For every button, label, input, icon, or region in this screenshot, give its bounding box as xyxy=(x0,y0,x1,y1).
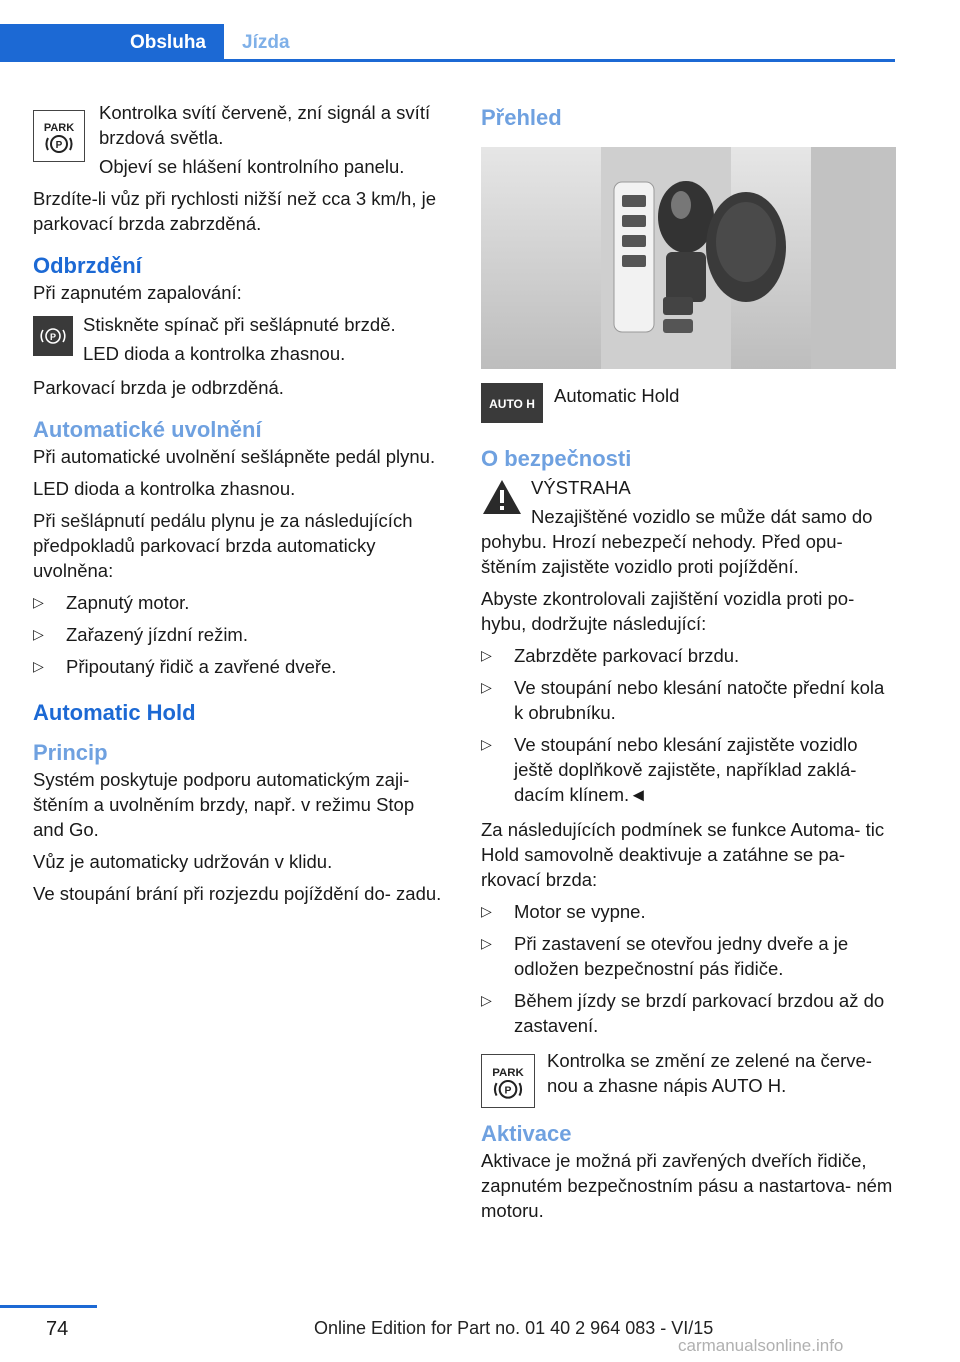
list-item: ▷ Motor se vypne. xyxy=(481,899,896,924)
park-indicator-block xyxy=(33,100,448,179)
auto-release-p3: Při sešlápnutí pedálu plynu je za následujících předpokladů parkovací brzda automaticky uvolněna: xyxy=(33,510,413,581)
auto-h-block xyxy=(481,383,896,429)
heading-princip: Princip xyxy=(33,740,108,765)
left-column xyxy=(33,100,448,913)
odbrzdeni-line-2: LED dioda a kontrolka zhasnou. xyxy=(83,343,346,364)
odbrzdeni-line-1: Stiskněte spínač při sešlápnuté brzdě. xyxy=(83,314,396,335)
auto-release-p1: Při automatické uvolnění sešlápněte pedál plynu. xyxy=(33,446,436,467)
warning-label: VÝSTRAHA xyxy=(531,477,631,498)
check-intro: Abyste zkontrolovali zajištění vozidla proti po- hybu, dodržujte následující: xyxy=(481,588,855,634)
list-item: ▷ Zapnutý motor. xyxy=(33,590,448,615)
check-list xyxy=(481,643,896,807)
footer-accent-line xyxy=(0,1305,97,1308)
list-item: ▷ Zařazený jízdní režim. xyxy=(33,622,448,647)
deactivate-list xyxy=(481,899,896,1038)
svg-text:P: P xyxy=(55,140,63,151)
parking-brake-switch-block xyxy=(33,312,448,368)
heading-aktivace: Aktivace xyxy=(481,1121,572,1146)
list-item: ▷ Během jízdy se brzdí parkovací brzdou až do zastavení. xyxy=(481,988,896,1038)
page-number: 74 xyxy=(46,1318,69,1340)
princip-p2: Vůz je automaticky udržován v klidu. xyxy=(33,851,333,872)
right-column xyxy=(481,104,896,1230)
list-item: ▷ Ve stoupání nebo klesání natočte přední kola k obrubníku. xyxy=(481,675,896,725)
list-item: ▷ Připoutaný řidič a zavřené dveře. xyxy=(33,654,448,679)
heading-automaticke-uvolneni: Automatické uvolnění xyxy=(33,417,262,442)
park-line-1: Kontrolka svítí červeně, zní signál a svítí brzdová světla. xyxy=(99,102,431,148)
tab-obsluha[interactable]: Obsluha xyxy=(0,24,224,62)
chapter-tabs xyxy=(0,24,895,62)
parking-brake-switch-icon xyxy=(33,316,73,356)
brake-note: Brzdíte-li vůz při rychlosti nižší než cca 3 km/h, je parkovací brzda zabrzděná. xyxy=(33,188,437,234)
princip-p1: Systém poskytuje podporu automatickým zaji- štěním a uvolněním brzdy, např. v režimu Stop and Go. xyxy=(33,769,415,840)
heading-odbrzdeni: Odbrzdění xyxy=(33,253,142,278)
auto-release-p2: LED dioda a kontrolka zhasnou. xyxy=(33,478,296,499)
warning-icon xyxy=(481,478,523,516)
list-item: ▷ Při zastavení se otevřou jedny dveře a je odložen bezpečnostní pás řidiče. xyxy=(481,931,896,981)
svg-text:PARK: PARK xyxy=(492,1066,524,1079)
tab-underline xyxy=(224,59,895,62)
park-change-block xyxy=(481,1048,896,1104)
list-item: ▷ Zabrzděte parkovací brzdu. xyxy=(481,643,896,668)
list-item: ▷ Ve stoupání nebo klesání zajistěte vozidlo ještě doplňkově zajistěte, například zaklá- dacím klínem.◄ xyxy=(481,732,896,807)
svg-text:P: P xyxy=(49,332,57,342)
park-icon xyxy=(33,110,85,162)
warning-block xyxy=(481,475,896,579)
heading-prehled: Přehled xyxy=(481,105,562,130)
heading-o-bezpecnosti: O bezpečnosti xyxy=(481,446,632,471)
princip-p3: Ve stoupání brání při rozjezdu pojíždění do- zadu. xyxy=(33,883,442,904)
auto-h-button-icon xyxy=(481,383,543,423)
deactivate-intro: Za následujících podmínek se funkce Automa- tic Hold samovolně deaktivuje a zatáhne se pa- rkovací brzda: xyxy=(481,819,885,890)
online-edition-note: Online Edition for Part no. 01 40 2 964 083 - VI/15 xyxy=(314,1318,714,1338)
auto-release-list xyxy=(33,590,448,679)
aktivace-text: Aktivace je možná při zavřených dveřích řidiče, zapnutém bezpečnostním pásu a nastartova- ném motoru. xyxy=(481,1150,893,1221)
park-icon-label: PARK xyxy=(43,122,75,134)
center-console-photo xyxy=(481,147,896,369)
heading-automatic-hold: Automatic Hold xyxy=(33,700,196,725)
auto-h-label: Automatic Hold xyxy=(554,385,680,406)
svg-text:P: P xyxy=(504,1085,512,1097)
park-change-text: Kontrolka se změní ze zelené na červe- nou a zhasne nápis AUTO H. xyxy=(547,1050,872,1096)
warning-text: Nezajištěné vozidlo se může dát samo do pohybu. Hrozí nebezpečí nehody. Před opu- štěním zajistěte vozidlo proti pojíždění. xyxy=(481,506,873,577)
odbrzdeni-intro: Při zapnutém zapalování: xyxy=(33,282,242,303)
tab-jizda[interactable]: Jízda xyxy=(242,32,290,53)
park-line-2: Objeví se hlášení kontrolního panelu. xyxy=(99,156,405,177)
park-icon xyxy=(481,1054,535,1108)
odbrzdeni-result: Parkovací brzda je odbrzděná. xyxy=(33,377,284,398)
auto-h-icon-label: AUTO H xyxy=(489,397,535,411)
watermark: carmanualsonline.info xyxy=(678,1336,844,1355)
